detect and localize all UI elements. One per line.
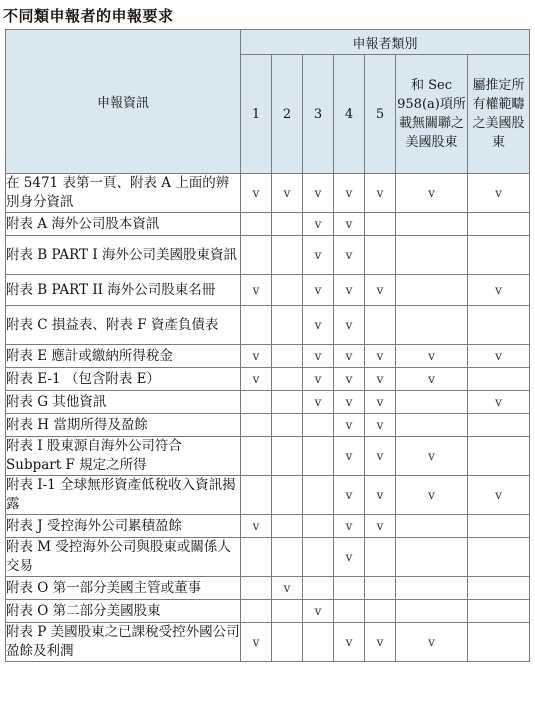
check-mark — [396, 577, 468, 600]
check-mark: v — [365, 275, 396, 306]
check-mark — [468, 600, 530, 623]
check-mark — [241, 213, 272, 236]
table-row — [6, 368, 530, 391]
check-mark: v — [303, 345, 334, 368]
check-mark: v — [365, 391, 396, 414]
row-label: 附表 E 應計或繳納所得稅金 — [6, 345, 241, 368]
check-mark: v — [396, 368, 468, 391]
check-mark: v — [334, 236, 365, 275]
check-mark — [365, 213, 396, 236]
row-label: 附表 J 受控海外公司累積盈餘 — [6, 515, 241, 538]
check-mark — [272, 236, 303, 275]
check-mark: v — [334, 538, 365, 577]
check-mark — [468, 538, 530, 577]
check-mark: v — [303, 600, 334, 623]
check-mark — [396, 414, 468, 437]
check-mark — [468, 414, 530, 437]
table-row — [6, 577, 530, 600]
check-mark — [241, 236, 272, 275]
check-mark — [272, 391, 303, 414]
check-mark: v — [241, 275, 272, 306]
row-label: 附表 P 美國股東之已課稅受控外國公司盈餘及利潤 — [6, 623, 241, 662]
check-mark — [468, 236, 530, 275]
table-row — [6, 414, 530, 437]
check-mark: v — [396, 437, 468, 476]
table-row — [6, 538, 530, 577]
page-title: 不同類申報者的申報要求 — [3, 7, 174, 25]
check-mark: v — [303, 213, 334, 236]
table-row — [6, 623, 530, 662]
row-label: 在 5471 表第一頁、附表 A 上面的辨別身分資訊 — [6, 174, 241, 213]
check-mark — [303, 437, 334, 476]
table-row — [6, 515, 530, 538]
category-header-1: 1 — [241, 55, 272, 174]
check-mark: v — [303, 391, 334, 414]
check-mark — [241, 414, 272, 437]
check-mark — [303, 515, 334, 538]
check-mark: v — [241, 515, 272, 538]
row-label: 附表 C 損益表、附表 F 資產負債表 — [6, 306, 241, 345]
check-mark — [272, 213, 303, 236]
check-mark — [272, 368, 303, 391]
check-mark — [241, 600, 272, 623]
check-mark: v — [365, 476, 396, 515]
check-mark — [272, 414, 303, 437]
row-label: 附表 B PART II 海外公司股東名冊 — [6, 275, 241, 306]
check-mark — [468, 306, 530, 345]
row-label: 附表 B PART I 海外公司美國股東資訊 — [6, 236, 241, 275]
table-row — [6, 236, 530, 275]
check-mark — [396, 515, 468, 538]
check-mark — [303, 577, 334, 600]
check-mark — [241, 437, 272, 476]
check-mark — [365, 577, 396, 600]
check-mark — [272, 345, 303, 368]
filing-requirements-table — [5, 29, 530, 662]
table-row — [6, 345, 530, 368]
table-row — [6, 476, 530, 515]
check-mark — [334, 577, 365, 600]
check-mark: v — [241, 174, 272, 213]
check-mark — [272, 275, 303, 306]
check-mark — [303, 538, 334, 577]
table-row — [6, 391, 530, 414]
check-mark: v — [365, 368, 396, 391]
check-mark: v — [334, 515, 365, 538]
check-mark — [396, 538, 468, 577]
check-mark: v — [272, 174, 303, 213]
category-header-constructive-owner: 屬推定所有權範疇之美國股東 — [468, 55, 530, 174]
check-mark: v — [468, 476, 530, 515]
check-mark: v — [334, 368, 365, 391]
check-mark: v — [303, 275, 334, 306]
check-mark: v — [334, 174, 365, 213]
check-mark — [241, 306, 272, 345]
check-mark: v — [468, 174, 530, 213]
check-mark — [241, 391, 272, 414]
table-row — [6, 174, 530, 213]
check-mark: v — [303, 236, 334, 275]
check-mark: v — [303, 306, 334, 345]
row-label: 附表 I-1 全球無形資產低稅收入資訊揭露 — [6, 476, 241, 515]
info-column-header: 申報資訊 — [6, 30, 241, 174]
check-mark — [303, 414, 334, 437]
check-mark — [334, 600, 365, 623]
check-mark — [272, 437, 303, 476]
check-mark — [272, 623, 303, 662]
table-row — [6, 600, 530, 623]
row-label: 附表 O 第二部分美國股東 — [6, 600, 241, 623]
check-mark — [365, 538, 396, 577]
category-header-2: 2 — [272, 55, 303, 174]
category-header-sec958: 和 Sec 958(a)項所載無關聯之美國股東 — [396, 55, 468, 174]
check-mark — [396, 306, 468, 345]
filer-category-header: 申報者類別 — [241, 30, 530, 55]
table-row — [6, 275, 530, 306]
check-mark — [241, 538, 272, 577]
check-mark: v — [396, 174, 468, 213]
check-mark: v — [468, 345, 530, 368]
check-mark: v — [303, 368, 334, 391]
check-mark — [396, 391, 468, 414]
check-mark: v — [241, 623, 272, 662]
check-mark — [468, 368, 530, 391]
table-row — [6, 213, 530, 236]
check-mark: v — [468, 275, 530, 306]
check-mark — [303, 623, 334, 662]
check-mark — [396, 275, 468, 306]
check-mark: v — [396, 476, 468, 515]
category-header-5: 5 — [365, 55, 396, 174]
check-mark: v — [365, 437, 396, 476]
check-mark: v — [365, 174, 396, 213]
check-mark — [396, 213, 468, 236]
check-mark — [468, 623, 530, 662]
check-mark — [241, 577, 272, 600]
check-mark: v — [365, 414, 396, 437]
row-label: 附表 A 海外公司股本資訊 — [6, 213, 241, 236]
check-mark — [272, 306, 303, 345]
check-mark: v — [334, 391, 365, 414]
row-label: 附表 H 當期所得及盈餘 — [6, 414, 241, 437]
table-row — [6, 437, 530, 476]
check-mark — [365, 306, 396, 345]
check-mark: v — [468, 391, 530, 414]
check-mark — [468, 213, 530, 236]
category-header-3: 3 — [303, 55, 334, 174]
check-mark: v — [334, 275, 365, 306]
check-mark — [303, 476, 334, 515]
check-mark: v — [365, 623, 396, 662]
row-label: 附表 O 第一部分美國主管或董事 — [6, 577, 241, 600]
check-mark — [468, 515, 530, 538]
check-mark — [396, 600, 468, 623]
check-mark — [272, 538, 303, 577]
category-header-4: 4 — [334, 55, 365, 174]
row-label: 附表 E-1 （包含附表 E） — [6, 368, 241, 391]
check-mark: v — [334, 623, 365, 662]
check-mark: v — [365, 345, 396, 368]
check-mark: v — [365, 515, 396, 538]
check-mark — [272, 600, 303, 623]
check-mark — [241, 476, 272, 515]
check-mark — [468, 577, 530, 600]
check-mark: v — [396, 345, 468, 368]
check-mark — [396, 236, 468, 275]
check-mark: v — [334, 213, 365, 236]
check-mark: v — [334, 306, 365, 345]
row-label: 附表 M 受控海外公司與股東或關係人交易 — [6, 538, 241, 577]
row-label: 附表 G 其他資訊 — [6, 391, 241, 414]
check-mark: v — [241, 368, 272, 391]
check-mark: v — [303, 174, 334, 213]
check-mark: v — [241, 345, 272, 368]
check-mark — [365, 236, 396, 275]
check-mark — [272, 515, 303, 538]
table-row — [6, 306, 530, 345]
row-label: 附表 I 股東源自海外公司符合 Subpart F 規定之所得 — [6, 437, 241, 476]
check-mark: v — [334, 476, 365, 515]
check-mark: v — [396, 623, 468, 662]
check-mark: v — [334, 437, 365, 476]
check-mark: v — [272, 577, 303, 600]
check-mark — [365, 600, 396, 623]
check-mark — [272, 476, 303, 515]
check-mark: v — [334, 345, 365, 368]
check-mark: v — [334, 414, 365, 437]
check-mark — [468, 437, 530, 476]
